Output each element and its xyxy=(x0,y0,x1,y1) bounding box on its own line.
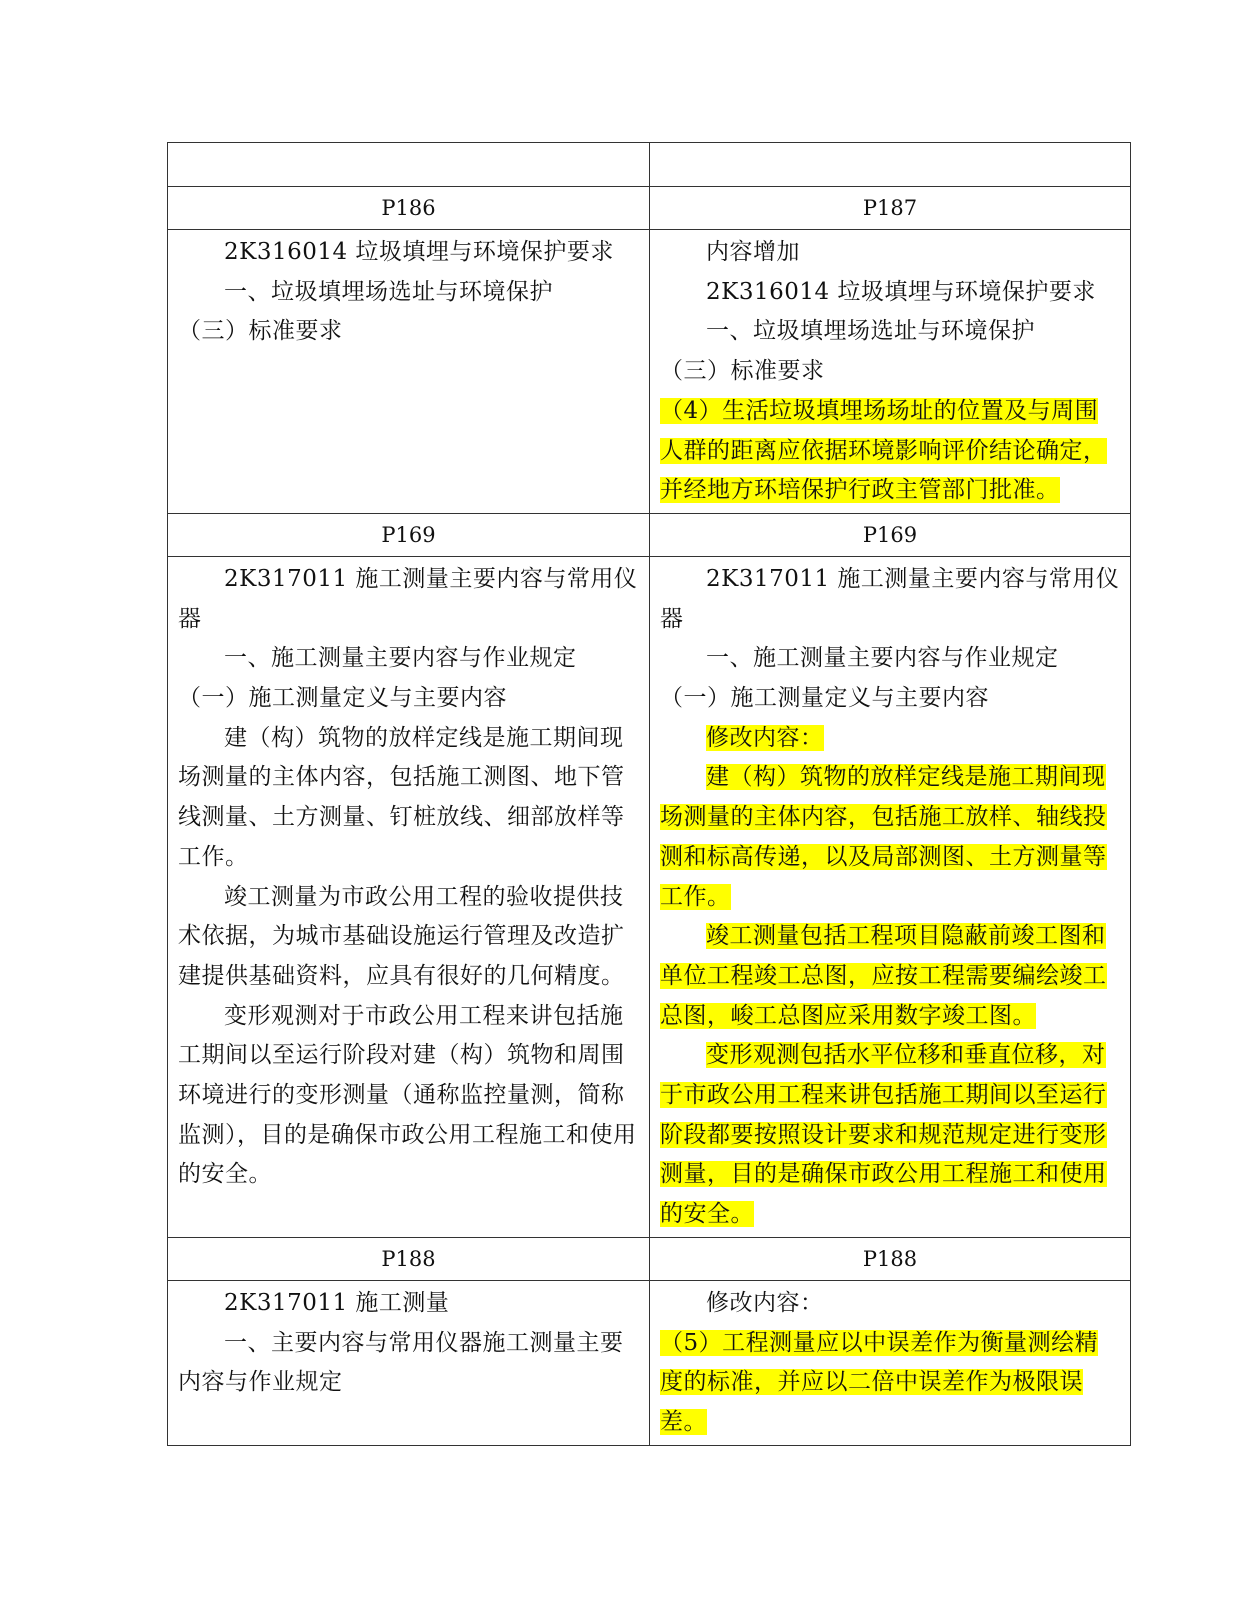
page-ref-row xyxy=(168,1237,1131,1280)
content-row xyxy=(168,1280,1131,1445)
revised-text-cell xyxy=(650,1280,1131,1445)
change-note: 内容增加 xyxy=(706,239,800,265)
page-ref-left: P169 xyxy=(168,513,650,556)
section-code: 2K317011 施工测量主要内容与常用仪器 xyxy=(660,565,1120,632)
highlight-text: （4）生活垃圾填埋场场址的位置及与周围人群的距离应依据环境影响评价结论确定，并经地方环培保护行政主管部门批准。 xyxy=(660,397,1107,504)
page-ref-left: P186 xyxy=(168,187,650,230)
section-code: 2K317011 施工测量 xyxy=(224,1289,450,1316)
highlight-text: 竣工测量包括工程项目隐蔽前竣工图和单位工程竣工总图，应按工程需要编绘竣工总图，峻工总图应采用数字竣工图。 xyxy=(660,923,1107,1029)
highlight-text: 建（构）筑物的放样定线是施工期间现场测量的主体内容，包括施工放样、轴线投测和标高传递，以及局部测图、土方测量等工作。 xyxy=(660,764,1107,910)
change-note xyxy=(660,719,1120,759)
blank-header-row xyxy=(168,143,1131,187)
highlight-text: （5）工程测量应以中误差作为衡量测绘精度的标准，并应以二倍中误差作为极限误差。 xyxy=(660,1329,1099,1435)
subsection-heading: （一）施工测量定义与主要内容 xyxy=(178,685,507,712)
subsection-heading: （三）标准要求 xyxy=(660,358,825,385)
highlighted-paragraph xyxy=(660,1324,1120,1443)
highlight-text: 变形观测包括水平位移和垂直位移，对于市政公用工程来讲包括施工期间以至运行阶段都要按照设计要求和规范规定进行变形测量，目的是确保市政公用工程施工和使用的安全。 xyxy=(660,1042,1107,1228)
section-heading: 一、垃圾填埋场选址与环境保护 xyxy=(706,318,1035,345)
original-text-cell xyxy=(168,556,650,1237)
paragraph: 变形观测对于市政公用工程来讲包括施工期间以至运行阶段对建（构）筑物和周围环境进行的变形测量（通称监控量测，简称监测），目的是确保市政公用工程施工和使用的安全。 xyxy=(178,1002,637,1188)
section-code: 2K316014 垃圾填埋与环境保护要求 xyxy=(706,278,1096,305)
page-ref-row xyxy=(168,187,1131,230)
comparison-table xyxy=(167,142,1131,1446)
blank-cell-right xyxy=(650,143,1131,187)
section-heading: 一、垃圾填埋场选址与环境保护 xyxy=(224,278,553,305)
page-ref-left: P188 xyxy=(168,1237,650,1280)
highlighted-paragraph xyxy=(660,917,1120,1036)
revised-text-cell xyxy=(650,556,1131,1237)
change-note: 修改内容： xyxy=(706,1289,824,1316)
highlighted-paragraph xyxy=(660,392,1120,511)
page-ref-right: P169 xyxy=(650,513,1131,556)
original-text-cell xyxy=(168,1280,650,1445)
content-row xyxy=(168,230,1131,514)
blank-cell-left xyxy=(168,143,650,187)
paragraph: 竣工测量为市政公用工程的验收提供技术依据，为城市基础设施运行管理及改造扩建提供基础资料，应具有很好的几何精度。 xyxy=(178,883,625,989)
section-heading: 一、施工测量主要内容与作业规定 xyxy=(224,645,577,672)
subsection-heading: （三）标准要求 xyxy=(178,318,343,345)
subsection-heading: （一）施工测量定义与主要内容 xyxy=(660,685,989,712)
content-row xyxy=(168,556,1131,1237)
highlighted-paragraph xyxy=(660,758,1120,917)
paragraph: 建（构）筑物的放样定线是施工期间现场测量的主体内容，包括施工测图、地下管线测量、土方测量、钉桩放线、细部放样等工作。 xyxy=(178,724,625,870)
section-code: 2K317011 施工测量主要内容与常用仪器 xyxy=(178,565,638,632)
page-ref-right: P187 xyxy=(650,187,1131,230)
page-ref-row xyxy=(168,513,1131,556)
highlight-text: 修改内容： xyxy=(706,724,824,751)
revised-text-cell xyxy=(650,230,1131,514)
page-ref-right: P188 xyxy=(650,1237,1131,1280)
section-code: 2K316014 垃圾填埋与环境保护要求 xyxy=(224,239,614,265)
section-heading: 一、主要内容与常用仪器施工测量主要内容与作业规定 xyxy=(178,1329,624,1396)
section-heading: 一、施工测量主要内容与作业规定 xyxy=(706,645,1059,672)
highlighted-paragraph xyxy=(660,1036,1120,1235)
original-text-cell xyxy=(168,230,650,514)
